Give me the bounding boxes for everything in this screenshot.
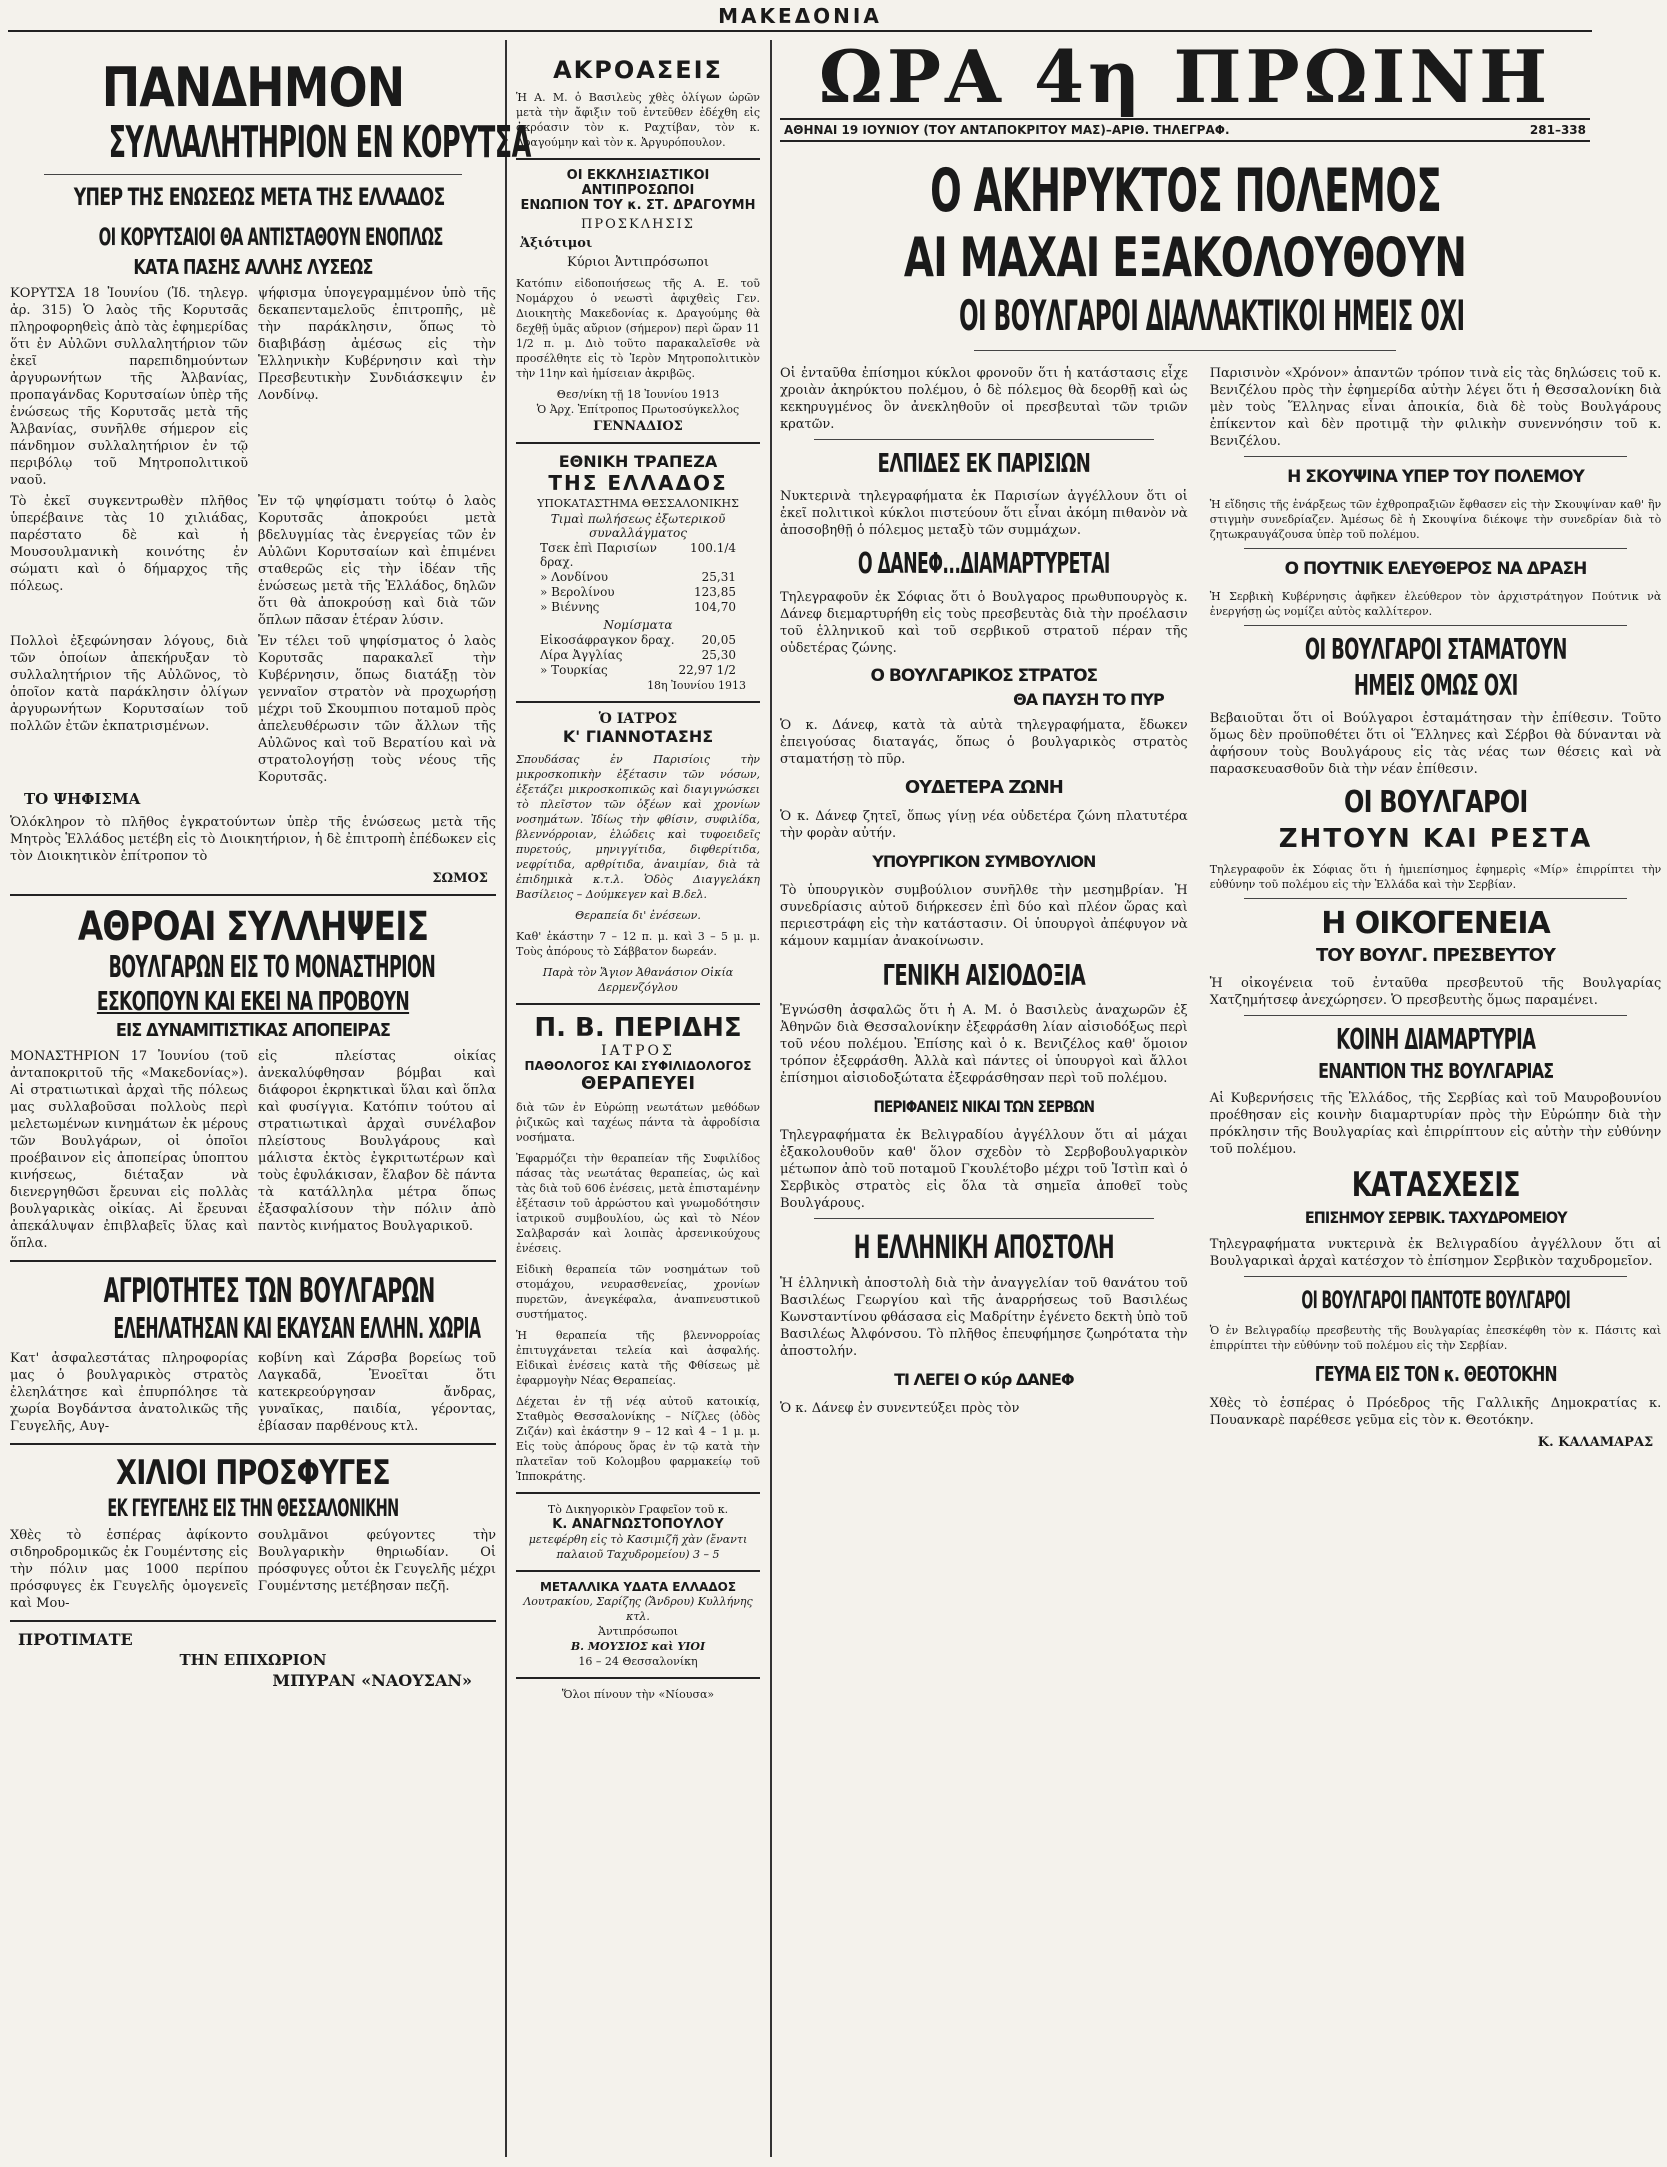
heading-oikogeneia: Η ΟΙΚΟΓΕΝΕΙΑ (1321, 906, 1550, 941)
coin-rate-label: Εἰκοσάφραγκον δραχ. (540, 633, 675, 647)
heading-pantote: ΟΙ ΒΟΥΛΓΑΡΟΙ ΠΑΝΤΟΤΕ ΒΟΥΛΓΑΡΟΙ (1301, 1286, 1570, 1314)
exchange-rate-label: » Λονδίνου (540, 570, 609, 584)
heading-symvoulion: ΥΠΟΥΡΓΙΚΟΝ ΣΥΜΒΟΥΛΙΟΝ (872, 852, 1096, 871)
headline-pandimon: ΠΑΝΔΗΜΟΝ (101, 56, 405, 119)
oudetera-text: Ὁ κ. Δάνεφ ζητεῖ, ὅπως γίνῃ νέα οὐδετέρα ζώνη πλατυτέρα τὴν φορὰν αὐτήν. (780, 809, 1188, 841)
geuma-text: Χθὲς τὸ ἑσπέρας ὁ Πρόεδρος τῆς Γαλλικῆς Δημοκρατίας κ. Πουανκαρὲ παρέθεσε γεῦμα εἰς τὸν κ. Θεοτόκην. (1209, 1396, 1662, 1428)
exchange-rate-row (540, 570, 736, 584)
subhead-solution: ΚΑΤΑ ΠΑΣΗΣ ΑΛΛΗΣ ΛΥΣΕΩΣ (133, 255, 373, 279)
ad-protimate: ΠΡΟΤΙΜΑΤΕ (18, 1630, 133, 1649)
prosklisis-text: Κατόπιν εἰδοποιήσεως τῆς Α. Ε. τοῦ Νομάρχου ὁ νεωστὶ ἀφιχθεὶς Γεν. Διοικητὴς Μακεδονίας κ. Δραγούμης θὰ δεχθῇ ὑμᾶς αὔριον (σήμερον) περὶ ὥραν 11 1/2 π. μ. Διὸ τοῦτο παρακαλεῖσθε νὰ προσέλθητε εἰς τὸ Ἱερὸν Μητροπολιτικὸν τὴν 11ην καὶ ἡμίσειαν ἀκριβῶς. (516, 277, 760, 380)
ti-legei-text: Ὁ κ. Δάνεφ ἐν συνεντεύξει πρὸς τὸν (780, 1401, 1020, 1416)
heading-ekklisiastikoi: ΟΙ ΕΚΚΛΗΣΙΑΣΤΙΚΟΙ ΑΝΤΙΠΡΟΣΩΠΟΙ (566, 168, 710, 198)
column-divider-2 (770, 40, 772, 2157)
subhead-psifisma: ΤΟ ΨΗΦΙΣΜΑ (24, 790, 141, 808)
stratos-text: Ὁ κ. Δάνεφ, κατὰ τὰ αὐτὰ τηλεγραφήματα, ἔδωκεν ἐπειγούσας διαταγάς, ὅπως ὁ βουλγαρικὸς στρατὸς σταματήσῃ τὸ πῦρ. (780, 718, 1188, 767)
oikogeneia-text: Ἡ οἰκογένεια τοῦ ἐνταῦθα πρεσβευτοῦ τῆς Βουλγαρίας Χατζημήτσεφ ἀνεχώρησεν. Ὁ πρεσβευτὴς ὅμως παραμένει. (1209, 976, 1662, 1008)
coin-rate-value: 22,97 1/2 (678, 663, 736, 677)
headline-agriotites: ΑΓΡΙΟΤΗΤΕΣ ΤΩΝ ΒΟΥΛΓΑΡΩΝ (103, 1271, 435, 1311)
ad-waters-places: Λουτρακίου, Σαρίζης (Ἄνδρου) Κυλλήνης κτλ. (523, 1595, 753, 1623)
coin-rate-value: 20,05 (701, 633, 736, 647)
ad-peridis-specialty: ΠΑΘΟΛΟΓΟΣ ΚΑΙ ΣΥΦΙΛΙΔΟΛΟΓΟΣ (524, 1059, 752, 1073)
danef-text: Τηλεγραφοῦν ἐκ Σόφιας ὅτι ὁ Βουλγαρος πρωθυπουργὸς κ. Δάνεφ διεμαρτυρήθη εἰς τοὺς πρεσβευτὰς διὰ τὴν προέλασιν τοῦ ἑλληνικοῦ καὶ τοῦ σερβικοῦ στρατοῦ πέραν τῆς οὐδετέρας ζώνης. (780, 590, 1188, 656)
monastir-article (10, 1048, 496, 1252)
coin-rate-label: Λίρα Ἀγγλίας (540, 648, 623, 662)
ad-waters-company: Β. ΜΟΥΣΙΟΣ καὶ ΥΙΟΙ (570, 1640, 706, 1653)
heading-skoupsina: Η ΣΚΟΥΨΙΝΑ ΥΠΕΡ ΤΟΥ ΠΟΛΕΜΟΥ (1287, 467, 1584, 487)
heading-dragoumi: ΕΝΩΠΙΟΝ ΤΟΥ κ. ΣΤ. ΔΡΑΓΟΥΜΗ (520, 198, 756, 213)
heading-enantion: ΕΝΑΝΤΙΟΝ ΤΗΣ ΒΟΥΛΓΑΡΙΑΣ (1317, 1059, 1554, 1083)
subhead-resist: ΟΙ ΚΟΡΥΤΣΑΙΟΙ ΘΑ ΑΝΤΙΣΤΑΘΟΥΝ ΕΝΟΠΛΩΣ (98, 223, 443, 251)
heading-ti-legei: ΤΙ ΛΕΓΕΙ Ο κύρ ΔΑΝΕΦ (894, 1370, 1074, 1389)
heading-omos-oxi: ΗΜΕΙΣ ΟΜΩΣ ΟΧΙ (1353, 669, 1518, 702)
elpides-text: Νυκτερινὰ τηλεγραφήματα ἐκ Παρισίων ἀγγέλλουν ὅτι οἱ ἐκεῖ πολιτικοὶ κύκλοι πιστεύουν ὅτι εἶναι ἀκόμη πιθανὸν νὰ ἀποσοβηθῇ ὁ πόλεμος μεταξὺ τῶν συμμάχων. (780, 489, 1188, 538)
divider (10, 1620, 496, 1622)
left-column (4, 36, 531, 1692)
dateline (780, 118, 1590, 142)
heading-aisiodoxia: ΓΕΝΙΚΗ ΑΙΣΙΟΔΟΞΙΑ (882, 959, 1086, 992)
korytsa-text-c: Τὸ ἐκεῖ συγκεντρωθὲν πλῆθος ὑπερέβαινε τὰς 10 χιλιάδας, παρέστατο δὲ καὶ ἡ Μουσουλμανικὴ κοινότης ἐν σώματι καὶ ὁ δήμαρχος τῆς πόλεως. (10, 494, 248, 594)
dateline-number: 281–338 (1529, 123, 1586, 137)
exchange-rate-label: » Βιέννης (540, 600, 600, 614)
ad-peridis-text-1: διὰ τῶν ἐν Εὐρώπῃ νεωτάτων μεθόδων ῥιζικῶς καὶ ταχέως πάντα τὰ ἀφροδίσια νοσήματα. (516, 1101, 760, 1144)
exchange-rate-value: 104,70 (694, 600, 736, 614)
headline-akiryktos: Ο ΑΚΗΡΥΚΤΟΣ ΠΟΛΕΜΟΣ (930, 156, 1442, 226)
dateline-text: ΑΘΗΝΑΙ 19 ΙΟΥΝΙΟΥ (ΤΟΥ ΑΝΤΑΠΟΚΡΙΤΟΥ ΜΑΣ)–ΑΡΙΘ. ΤΗΛΕΓΡΑΦ. (784, 123, 1230, 137)
bank-name-1: ΕΘΝΙΚΗ ΤΡΑΠΕΖΑ (558, 452, 718, 471)
ad-peridis-text-4: Ἡ θεραπεία τῆς βλεννορροίας ἐπιτυγχάνεται τελεία καὶ ἀσφαλής. Εἰδικαὶ ἐνέσεις κατὰ τῆς Φθίσεως μὲ ἐφαρμογὴν Νέας Θεραπείας. (516, 1329, 760, 1387)
monastir-text-b2: Κατόπιν τούτου αἱ στρατιωτικαὶ ἀρχαὶ συνέλαβον πλείστους Βουλγάρους καὶ μάλιστα ἐκτὸς ἐγκριτωτέρων καὶ τοὺς ἐφυλάκισαν, ἔλαβον δὲ πάντα τὰ κατάλληλα μέτρα ὅπως ἐξασφαλίσουν τὴν πόλιν ἀπὸ παντὸς κινήματος Βουλγαρικοῦ. (258, 1100, 496, 1234)
pantote-text: Ὁ ἐν Βελιγραδίῳ πρεσβευτὴς τῆς Βουλγαρίας ἐπεσκέφθη τὸν κ. Πάσιτς καὶ ἐπιρρίπτει τὴν εὐθύνην τοῦ πολέμου εἰς τὴν Σερβίαν. (1209, 1324, 1662, 1352)
divider (10, 1260, 496, 1262)
headline-korytsa: ΣΥΛΛΑΛΗΤΗΡΙΟΝ ΕΝ ΚΟΡΥΤΣΑ (108, 117, 531, 168)
bank-date: 18η Ἰουνίου 1913 (647, 679, 746, 692)
divider (44, 174, 462, 175)
right-col-b (1204, 359, 1667, 1452)
ad-waters-agents: Ἀντιπρόσωποι (598, 1625, 678, 1638)
ad-doctor-text: Σπουδάσας ἐν Παρισίοις τὴν μικροσκοπικὴν ἐξέτασιν τῶν νόσων, ἐξετάζει μικροσκοπικῶς καὶ διαγιγνώσκει τὸ πλεῖστον τῶν ὀξέων καὶ χρονίων νοσημάτων. Ἰδίως τὴν φθίσιν, συφιλίδα, βλεννόρροιαν, ἑλώδεις καὶ τυφοειδεῖς πυρετούς, μηνιγγίτιδα, διφθερίτιδα, νεφρίτιδα, αρθρίτιδα, ἀναιμίαν, διὰ τὰ ἐπιδημικὰ κ.τ.λ. Ὁδὸς Διαγγελάκη Βασίλειος – Δούμκεγεν καὶ Β.δελ. (516, 753, 760, 901)
ad-epixorion: ΤΗΝ ΕΠΙΧΩΡΙΟΝ (179, 1651, 327, 1669)
salutation-2: Κύριοι Ἀντιπρόσωποι (567, 255, 709, 270)
exchange-rate-value: 100.1/4 (689, 541, 736, 555)
ad-niousa: Ὅλοι πίνουν τὴν «Νίουσα» (561, 1688, 715, 1701)
right-col-a (774, 359, 1194, 1452)
divider (516, 701, 760, 703)
exchange-rates (510, 541, 766, 614)
heading-geuma: ΓΕΥΜΑ ΕΙΣ ΤΟΝ κ. ΘΕΟΤΟΚΗΝ (1314, 1362, 1557, 1386)
ad-doctor-hours: Καθ' ἑκάστην 7 – 12 π. μ. καὶ 3 – 5 μ. μ. Τοὺς ἀπόρους τὸ Σάββατον δωρεάν. (516, 930, 760, 958)
korytsa-article-2 (10, 493, 496, 629)
prosklisis-date: Θεσ/νίκη τῇ 18 Ἰουνίου 1913 (556, 388, 720, 401)
middle-column (510, 36, 766, 1702)
koini-text: Αἱ Κυβερνήσεις τῆς Ἑλλάδος, τῆς Σερβίας καὶ τοῦ Μαυροβουνίου προέθησαν εἰς κοινὴν διαμαρτυρίαν πρὸς τὴν Εὐρώπην διὰ τὴν πρόκλησιν τῆς Βουλγαρίας καὶ ἐπιρρίπτουν εἰς αὐτὴν τὴν εὐθύνην τοῦ πολέμου. (1209, 1091, 1662, 1157)
ad-peridis-text-2: Ἐφαρμόζει τὴν θεραπείαν τῆς Συφιλίδος πάσας τὰς νεωτάτας θεραπείας, ὡς καὶ τὰς διὰ τοῦ 606 ἐνέσεις, μετὰ ἐπισταμένην ἐξέτασιν τοῦ ἀρρώστου καὶ γνωμοδότησιν ἰατρικοῦ συμβουλίου, ὡς καὶ τὸ Νέον Σαλβαρσάν καὶ λοιπὰς ἀρσενικούχους ἐνέσεις. (516, 1152, 760, 1255)
subhead-monastir: ΒΟΥΛΓΑΡΩΝ ΕΙΣ ΤΟ ΜΟΝΑΣΤΗΡΙΟΝ (108, 950, 436, 985)
signature-kalamaras: Κ. ΚΑΛΑΜΑΡΑΣ (1537, 1435, 1654, 1450)
apostoli-text: Ἡ ἑλληνικὴ ἀποστολὴ διὰ τὴν ἀναγγελίαν τοῦ θανάτου τοῦ Βασιλέως Γεωργίου καὶ τῆς ἀναρρήσεως τοῦ Βασιλέως Κωνσταντίνου φθάσασα εἰς Μαδρίτην ἐγένετο δεκτὴ ὑπὸ τοῦ Βασιλέως Ἀλφόνσου. Τὸ πλῆθος ἐπευφήμησε ζωηρότατα τὴν ἀποστολήν. (780, 1276, 1188, 1359)
heading-apostoli: Η ΕΛΛΗΝΙΚΗ ΑΠΟΣΤΟΛΗ (853, 1228, 1114, 1266)
ad-lawyer-text: Τὸ Δικηγορικὸν Γραφεῖον τοῦ κ. (547, 1503, 729, 1516)
bank-name-2: ΤΗΣ ΕΛΛΑΔΟΣ (548, 471, 728, 495)
ad-doctor-name: Κ' ΓΙΑΝΝΟΤΑΣΗΣ (562, 727, 714, 746)
heading-pausi: ΘΑ ΠΑΥΣΗ ΤΟ ΠΥΡ (1013, 690, 1164, 709)
korytsa-article (10, 285, 496, 489)
divider (516, 1570, 760, 1572)
ad-waters-title: ΜΕΤΑΛΛΙΚΑ ΥΔΑΤΑ ΕΛΛΑΔΟΣ (539, 1580, 737, 1594)
exchange-rate-row (540, 541, 736, 569)
korytsa-text-f: Ἐν τέλει τοῦ ψηφίσματος ὁ λαὸς Κορυτσᾶς παρακαλεῖ τὴν Κυβέρνησιν, ὅπως διατάξῃ τὸν γενναῖον στρατὸν νὰ προχωρήσῃ μέχρι τοῦ Σκουμπιου ποταμοῦ πρὸς ἀπελευθέρωσιν τῶν ἄλλων τῆς Αὐλῶνος καὶ τοῦ Βερατίου καὶ νὰ στρατολογήσῃ τοὺς νέους τῆς Κορυτσᾶς. (258, 634, 496, 785)
subhead-eleilatisan: ΕΛΕΗΛΑΤΗΣΑΝ ΚΑΙ ΕΚΑΥΣΑΝ ΕΛΛΗΝ. ΧΩΡΙΑ (113, 1312, 481, 1345)
bank-rates-title: Τιμαὶ πωλήσεως ἐξωτερικοῦ συναλλάγματος (550, 512, 726, 540)
ad-lawyer-name: Κ. ΑΝΑΓΝΩΣΤΟΠΟΥΛΟΥ (552, 1517, 724, 1532)
coins-title: Νομίσματα (603, 618, 673, 632)
korytsa-text-a: ΚΟΡΥΤΣΑ 18 Ἰουνίου (Ἰδ. τηλεγρ. ἀρ. 315) Ὁ λαὸς τῆς Κορυτσᾶς πληροφορηθεὶς ἀπὸ τὰς ἐφημερίδας ὅτι ἐν Αὐλῶνι συλλαλητήριον τῶν ἐκεῖ παρεπιδημούντων ἀργυρωνήτων τῆς Ἀλβανίας, προπαγάνδας Κορυτσαίων ὑπὲρ τῆς ἑνώσεως τῆς Κορυτσᾶς μετὰ τῆς Ἀλβανίας, συνῆλθε σήμερον εἰς πάνδημον συλλαλητήριον ἐν τῷ περιβόλῳ τοῦ Μητροπολιτικοῦ ναοῦ. (10, 286, 248, 488)
prosfyges-article (10, 1527, 496, 1612)
divider (516, 442, 760, 444)
ad-doctor-therapy: Θεραπεία δι' ἐνέσεων. (575, 909, 701, 922)
monastir-text-b (258, 1048, 496, 1252)
heading-serbs: ΠΕΡΙΦΑΝΕΙΣ ΝΙΚΑΙ ΤΩΝ ΣΕΡΒΩΝ (873, 1097, 1095, 1116)
exchange-rate-value: 123,85 (694, 585, 736, 599)
subhead-gevgeli: ΕΚ ΓΕΥΓΕΛΗΣ ΕΙΣ ΤΗΝ ΘΕΣΣΑΛΟΝΙΚΗΝ (107, 1494, 399, 1522)
top-rule (8, 30, 1592, 32)
divider (1244, 548, 1628, 549)
exchange-rate-label: Τσεκ ἐπὶ Παρισίων δραχ. (540, 541, 657, 569)
exchange-rate-row (540, 585, 736, 599)
monastir-text-b1: εἰς πλείστας οἰκίας ἀνεκαλύφθησαν βόμβαι καὶ διάφοροι ἐκρηκτικαὶ ὕλαι καὶ ὅπλα καὶ φυσίγγια. (258, 1049, 496, 1115)
ad-doctor-label: Ὁ ΙΑΤΡΟΣ (598, 711, 678, 727)
salutation-1: Ἀξιότιμοι (520, 236, 593, 251)
serbs-text: Τηλεγραφήματα ἐκ Βελιγραδίου ἀγγέλλουν ὅτι αἱ μάχαι ἐξακολουθοῦν καθ' ὅλον σχεδὸν τὸ Σερβοβουλγαρικὸν μέτωπον ἀπὸ τοῦ ποταμοῦ Γκουλέτοβο μέχρι τοῦ Ἰστὶπ καὶ ὁ Σερβικὸς στρατὸς εἰς ὅλα τὰ σημεῖα ἀποθεῖ τοὺς Βουλγάρους. (780, 1128, 1188, 1211)
divider (516, 1492, 760, 1494)
heading-koini: ΚΟΙΝΗ ΔΙΑΜΑΡΤΥΡΙΑ (1335, 1023, 1536, 1056)
akroaseis-text: Ἡ Α. Μ. ὁ Βασιλεὺς χθὲς ὀλίγων ὡρῶν μετὰ τὴν ἄφιξιν τοῦ ἐντεῦθεν ἐδέχθη εἰς ἀκρόασιν τὸν κ. Ραχτίβαν, τὸν κ. Δραγούμην καὶ τὸν κ. Ἀργυρόπουλον. (516, 91, 760, 149)
signature-somos: ΣΩΜΟΣ (432, 871, 488, 886)
heading-prosklisis: ΠΡΟΣΚΛΗΣΙΣ (581, 217, 695, 232)
korytsa-text-d: Ἐν τῷ ψηφίσματι τούτῳ ὁ λαὸς Κορυτσᾶς ἀποκρούει μετὰ βδελυγμίας τὰς ἐνεργείας τῶν ἐν Αὐλῶνι Κορυτσαίων καὶ ἐπιμένει σταθερῶς εἰς τὴν ἰδέαν τῆς ἑνώσεως μετὰ τῆς Ἑλλάδος, δηλῶν ὅτι θὰ ἀποκρούσῃ καὶ διὰ τῶν ὅπλων πᾶσαν ἑτέραν λύσιν. (258, 494, 496, 628)
newspaper-masthead: ΜΑΚΕΔΟΝΙΑ (718, 4, 882, 28)
headline-maxai: ΑΙ ΜΑΧΑΙ ΕΞΑΚΟΛΟΥΘΟΥΝ (903, 226, 1467, 289)
divider (1244, 1276, 1628, 1277)
heading-stratos: Ο ΒΟΥΛΓΑΡΙΚΟΣ ΣΤΡΑΤΟΣ (870, 666, 1098, 686)
ad-peridis-therapevei: ΘΕΡΑΠΕΥΕΙ (580, 1073, 696, 1094)
divider (516, 1677, 760, 1679)
divider (1244, 456, 1628, 457)
stamatoun-text: Βεβαιοῦται ὅτι οἱ Βούλγαροι ἐσταμάτησαν τὴν ἐπίθεσιν. Τοῦτο ὅμως δὲν προϋποθέτει ὅτι οἱ Ἕλληνες καὶ Σέρβοι θὰ δύνανται νὰ ἀφήσουν τοὺς Βουλγάρους εἰς τὰς νέας των θέσεις καὶ νὰ παρασκευασθοῦν διὰ τὴν νέαν ἐπίθεσιν. (1209, 711, 1662, 777)
heading-oudetera: ΟΥΔΕΤΕΡΑ ΖΩΝΗ (904, 777, 1063, 798)
signature-gennadios: ΓΕΝΝΑΔΙΟΣ (593, 419, 683, 434)
page-title-ora: ΩΡΑ 4η ΠΡΩΙΝΗ (818, 34, 1552, 119)
divider (516, 1003, 760, 1005)
headline-prosfyges: ΧΙΛΙΟΙ ΠΡΟΣΦΥΓΕΣ (116, 1453, 390, 1493)
divider (974, 350, 1396, 351)
coin-rates (510, 633, 766, 677)
agriotites-text-a: Κατ' ἀσφαλεστάτας πληροφορίας μας ὁ βουλγαρικὸς στρατὸς ἐλεηλάτησε καὶ ἐπυρπόλησε τὰ χωρία Βογδάντσα ἀνατολικῶς τῆς Γευγελῆς, Αυγ- (10, 1351, 248, 1434)
divider (1244, 1015, 1628, 1016)
right-columns (774, 359, 1662, 1452)
coin-rate-row (540, 633, 736, 647)
heading-kataschesis: ΚΑΤΑΣΧΕΣΙΣ (1351, 1165, 1520, 1205)
heading-resta: ΖΗΤΟΥΝ ΚΑΙ ΡΕΣΤΑ (1278, 824, 1593, 854)
coin-rate-row (540, 663, 736, 677)
kataschesis-text: Τηλεγραφήματα νυκτερινὰ ἐκ Βελιγραδίου ἀγγέλλουν ὅτι αἱ Βουλγαρικαὶ ἀρχαὶ κατέσχον τὸ ἐπίσημον Σερβικὸν ταχυδρομεῖον. (1209, 1237, 1662, 1269)
ad-doctor-address: Παρὰ τὸν Ἅγιον Ἀθανάσιον Οἰκία Δερμενζόγλου (542, 966, 734, 994)
exchange-rate-row (540, 600, 736, 614)
divider (1244, 625, 1628, 626)
prosfyges-text-b: σουλμᾶνοι φεύγοντες τὴν Βουλγαρικὴν θηριωδίαν. Οἱ πρόσφυγες οὗτοι ἐκ Γευγελῆς μέχρι Γουμέντσης μετέβησαν πεζῆ. (258, 1528, 496, 1594)
psifisma-text: Ὁλόκληρον τὸ πλῆθος ἐγκρατούντων ὑπὲρ τῆς ἑνώσεως μετὰ τῆς Μητρὸς Ἑλλάδος μετέβη εἰς τὸ Διοικητήριον, ἡ δὲ ἐπιτροπὴ ἐπέδωκεν εἰς τὸν Διοικητικὸν ἐπίτροπον τὸ (10, 815, 496, 864)
agriotites-text-b: κοβίνη καὶ Ζάρσβα βορείως τοῦ Λαγκαδᾶ, Ἐνοεῖται ὅτι κατεκρεούργησαν ἄνδρας, γυναῖκας, παιδία, γέροντας, ἐβίασαν παρθένους κτλ. (258, 1351, 496, 1434)
headline-diallaktikoi: ΟΙ ΒΟΥΛΓΑΡΟΙ ΔΙΑΛΛΑΚΤΙΚΟΙ ΗΜΕΙΣ ΟΧΙ (958, 291, 1465, 340)
prosklisis-role: Ὁ Ἀρχ. Ἐπίτροπος Πρωτοσύγκελλος (536, 403, 740, 416)
column-divider-1 (505, 40, 507, 2157)
exchange-rate-label: » Βερολίνου (540, 585, 615, 599)
coin-rate-label: » Τουρκίας (540, 663, 608, 677)
agriotites-article (10, 1350, 496, 1435)
divider (516, 158, 760, 160)
heading-stamatoun: ΟΙ ΒΟΥΛΓΑΡΟΙ ΣΤΑΜΑΤΟΥΝ (1304, 633, 1567, 666)
resta-text: Τηλεγραφοῦν ἐκ Σόφιας ὅτι ἡ ἡμιεπίσημος ἐφημερὶς «Μίρ» ἐπιρρίπτει τὴν εὐθύνην τοῦ πολέμου εἰς τὴν Ἑλλάδα καὶ τὴν Σερβίαν. (1209, 863, 1662, 891)
ad-naousa-beer: ΜΠΥΡΑΝ «ΝΑΟΥΣΑΝ» (272, 1671, 472, 1690)
heading-poutnik: Ο ΠΟΥΤΝΙΚ ΕΛΕΥΘΕΡΟΣ ΝΑ ΔΡΑΣΗ (1284, 559, 1587, 579)
heading-voulgaroi: ΟΙ ΒΟΥΛΓΑΡΟΙ (1343, 785, 1528, 820)
right-section (774, 34, 1662, 1452)
headline-syllipseis: ΑΘΡΟΑΙ ΣΥΛΛΗΨΕΙΣ (77, 904, 429, 950)
korytsa-text-e: Πολλοὶ ἐξεφώνησαν λόγους, διὰ τῶν ὁποίων ἀπεκήρυξαν τὸ συλλαλητήριον τῆς Αὐλῶνος, τὸ ὁποῖον κατὰ παράκλησιν ὀλίγων ἀργυρωνήτων Κορυτσαίων τοῦ πολλῶν ἐτῶν ἐκπατρισμένων. (10, 634, 248, 734)
ad-peridis-text-5: Δέχεται ἐν τῇ νέᾳ αὐτοῦ κατοικίᾳ, Σταθμὸς Θεσσαλονίκης – Νίζλες (ὁδὸς Ζιζάν) καὶ ἑκάστην 9 – 12 καὶ 4 – 1 μ. μ. Εἰς τοὺς ἀπόρους ὅρας ἐν τῷ κατὰ τὴν πλατεῖαν τοῦ Κολομβου φαρμακείῳ τοῦ Ἱπποκράτης. (516, 1395, 760, 1483)
xronos-text: Παρισινὸν «Χρόνον» ἀπαντῶν τρόπον τινὰ εἰς τὰς δηλώσεις τοῦ κ. Βενιζέλου πρὸς τὴν ἐφημερίδα αὐτὴν λέγει ὅτι ἡ Θεσσαλονίκη διὰ μὲν τοὺς Ἕλληνας εἶναι ἀποικία, διὰ δὲ τοὺς Βουλγάρους ἐπίκεντον καὶ δὲν προτιμᾷ τὴν φιλικὴν συνεννόησιν τοῦ κ. Βενιζέλου. (1209, 366, 1662, 449)
bank-branch: ΥΠΟΚΑΤΑΣΤΗΜΑ ΘΕΣΣΑΛΟΝΙΚΗΣ (537, 497, 739, 510)
ad-peridis-iatros: ΙΑΤΡΟΣ (601, 1043, 675, 1059)
monastir-text-a: ΜΟΝΑΣΤΗΡΙΟΝ 17 Ἰουνίου (τοῦ ἀνταποκριτοῦ τῆς «Μακεδονίας»). Αἱ στρατιωτικαὶ ἀρχαὶ τῆς πόλεως μας συλλαβοῦσαι πολλοὺς περὶ μελετωμένων κινημάτων ἐκ μέρους τῶν Βουλγάρων, οἱ ὁποῖοι προέβαινον εἰς ἀποπείρας ὑποπτου κινήσεως, διέταξαν νὰ διενεργηθῶσι ἔρευναι εἰς πολλὰς βουλγαρικὰς οἰκίας. Αἱ ἔρευναι ἀπεκάλυψαν ἐπιβλαβεῖς ὕλας καὶ ὅπλα. (10, 1049, 248, 1251)
subhead-eskopoun: ΕΣΚΟΠΟΥΝ ΚΑΙ ΕΚΕΙ ΝΑ ΠΡΟΒΟΥΝ (96, 987, 410, 1017)
exchange-rate-value: 25,31 (701, 570, 736, 584)
coin-rate-value: 25,30 (701, 648, 736, 662)
divider (1244, 898, 1628, 899)
aisiodoxia-text: Ἐγνώσθη ἀσφαλῶς ὅτι ἡ Α. Μ. ὁ Βασιλεὺς ἀναχωρῶν ἐξ Ἀθηνῶν διὰ Θεσσαλονίκην ἐξεφράσθη λίαν αἰσιοδόξως περὶ τοῦ νέου πολέμου. Ἐπίσης καὶ ὁ κ. Βενιζέλος καθ' ὅμοιον τρόπον ἐξεφράσθη. Ἀλλὰ καὶ πάντες οἱ ὑπουργοὶ καὶ ἄλλοι ἐπίσημοι αἰσιοδοξώτατα ἐξεφράσθησαν περὶ τοῦ πολέμου. (780, 1003, 1188, 1086)
heading-presvevtou: ΤΟΥ ΒΟΥΛΓ. ΠΡΕΣΒΕΥΤΟΥ (1315, 945, 1555, 966)
divider (814, 439, 1154, 440)
heading-akroaseis: ΑΚΡΟΑΣΕΙΣ (553, 56, 723, 84)
poutnik-text: Ἡ Σερβικὴ Κυβέρνησις ἀφῆκεν ἐλεύθερον τὸν ἀρχιστράτηγον Πούτνικ νὰ ἐνεργήσῃ ὡς νομίζει αὐτὸς καλλίτερον. (1209, 590, 1662, 618)
coin-rate-row (540, 648, 736, 662)
intro-text: Οἱ ἐνταῦθα ἐπίσημοι κύκλοι φρονοῦν ὅτι ἡ κατάστασις εἶχε χροιὰν ἀκηρύκτου πολέμου, ὁ δὲ πόλεμος θὰ δεορθῇ καὶ ὡς κεκηρυγμένος ὃν ἀνεκληθοῦν οἱ πρεσβευταὶ τῶν τριῶν κρατῶν. (780, 366, 1188, 432)
heading-danef: Ο ΔΑΝΕΦ...ΔΙΑΜΑΡΤΥΡΕΤΑΙ (857, 547, 1110, 580)
subhead-dynamite: ΕΙΣ ΔΥΝΑΜΙΤΙΣΤΙΚΑΣ ΑΠΟΠΕΙΡΑΣ (115, 1020, 391, 1041)
ad-lawyer-address: μετεφέρθη εἰς τὸ Κασιμιζῆ χὰν (ἔναντι παλαιοῦ Ταχυδρομείου) 3 – 5 (528, 1533, 748, 1561)
heading-elpides: ΕΛΠΙΔΕΣ ΕΚ ΠΑΡΙΣΙΩΝ (877, 449, 1091, 479)
korytsa-article-3 (10, 633, 496, 786)
divider (814, 1218, 1154, 1219)
skoupsina-text: Ἡ εἴδησις τῆς ἐνάρξεως τῶν ἐχθροπραξιῶν ἔφθασεν εἰς τὴν Σκουψίναν καθ' ἣν στιγμὴν συνεδρίαζεν. Ἀμέσως δὲ ἡ Σκουψίνα διέκοψε τὴν συνεδρίαν διὰ τὸ ζητωκραυγάζουσα ὑπὲρ τοῦ πολέμου. (1209, 498, 1662, 541)
prosfyges-text-a: Χθὲς τὸ ἑσπέρας ἀφίκοντο σιδηροδρομικῶς ἐκ Γουμέντσης εἰς τὴν πόλιν μας 1000 περίπου πρόσφυγες ἐκ Γευγελῆς ὁμογενεῖς καὶ Μου- (10, 1528, 248, 1611)
symvoulion-text: Τὸ ὑπουργικὸν συμβούλιον συνῆλθε τὴν μεσημβρίαν. Ἡ συνεδρίασις αὐτοῦ διήρκεσεν ἐπὶ δύο καὶ πλέον ὥρας καὶ περιεστράφη εἰς τὴν κατάστασιν. Οἱ ὑπουργοὶ ἀπέφυγον νὰ κάμουν καμμίαν ἀνακοίνωσιν. (780, 883, 1188, 949)
korytsa-text-b: ψήφισμα ὑπογεγραμμένον ὑπὸ τῆς δεκαπενταμελοῦς ἐπιτροπῆς, μὲ τὴν παράκλησιν, ὅπως τὸ διαβιβάσῃ ἀμέσως εἰς τὴν Ἑλληνικὴν Κυβέρνησιν καὶ τὴν Πρεσβευτικὴν Συνδιάσκεψιν ἐν Λονδίνῳ. (258, 286, 496, 403)
subhead-enosis: ΥΠΕΡ ΤΗΣ ΕΝΩΣΕΩΣ ΜΕΤΑ ΤΗΣ ΕΛΛΑΔΟΣ (73, 183, 445, 211)
ad-peridis-name: Π. Β. ΠΕΡΙΔΗΣ (534, 1013, 742, 1043)
heading-taxydromeiou: ΕΠΙΣΗΜΟΥ ΣΕΡΒΙΚ. ΤΑΧΥΔΡΟΜΕΙΟΥ (1304, 1208, 1567, 1227)
divider (10, 1443, 496, 1445)
ad-waters-city: 16 – 24 Θεσσαλονίκη (578, 1655, 698, 1668)
ad-peridis-text-3: Εἰδικὴ θεραπεία τῶν νοσημάτων τοῦ στομάχου, νευρασθενείας, χρονίων πυρετῶν, ἀνεγκέφαλα, ἀναπνευστικοῦ συστήματος. (516, 1263, 760, 1321)
divider (10, 894, 496, 896)
